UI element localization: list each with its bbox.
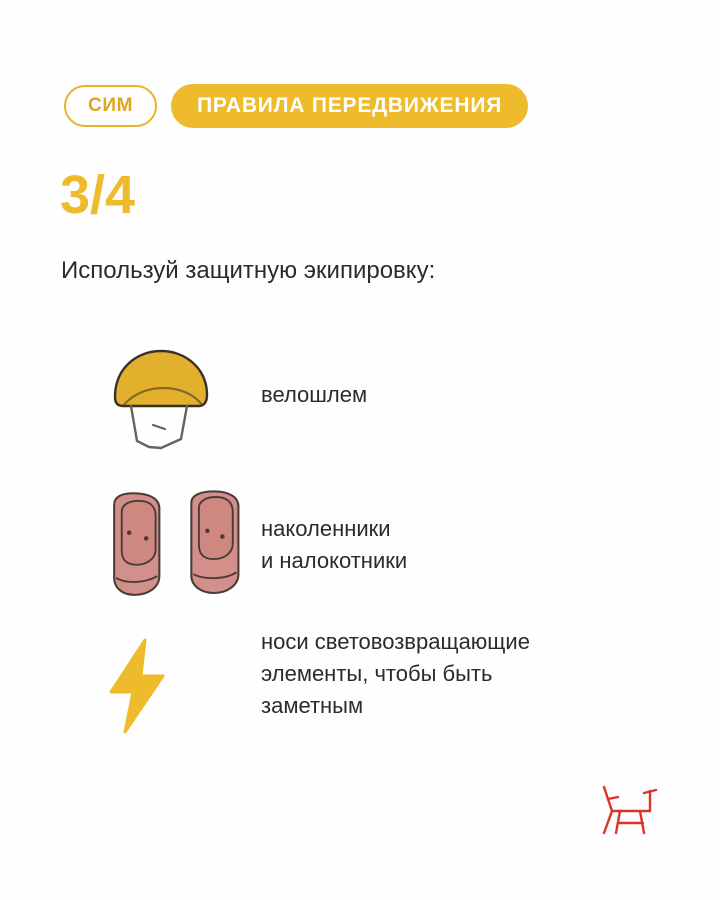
list-item-label-line: и налокотники [261, 548, 408, 573]
list-item-label-line: заметным [261, 692, 364, 718]
list-item-label-line: элементы, чтобы быть [261, 660, 493, 686]
equipment-list [61, 320, 661, 766]
header-pill-row [64, 84, 528, 128]
list-item [61, 470, 661, 620]
list-item-label-line: велошлем [261, 382, 368, 408]
knee-elbow-pads-icon [61, 480, 261, 610]
red-scooter-doodle-icon [594, 781, 664, 852]
step-counter: 3/4 [60, 165, 136, 225]
bicycle-helmet-icon [61, 335, 261, 455]
page-title: ПРАВИЛА ПЕРЕДВИЖЕНИЯ [171, 84, 528, 128]
list-item-label-line: носи световозвращающие [261, 629, 530, 654]
list-item-label-line: наколенники [261, 516, 391, 542]
list-item [61, 320, 661, 470]
lightning-bolt-icon [61, 626, 261, 736]
category-tag: СИМ [64, 85, 157, 127]
intro-text: Используй защитную экипировку: [61, 257, 436, 284]
list-item [61, 620, 661, 766]
list-item-label [261, 626, 530, 722]
list-item-label [261, 513, 407, 577]
list-item-label [261, 379, 367, 411]
